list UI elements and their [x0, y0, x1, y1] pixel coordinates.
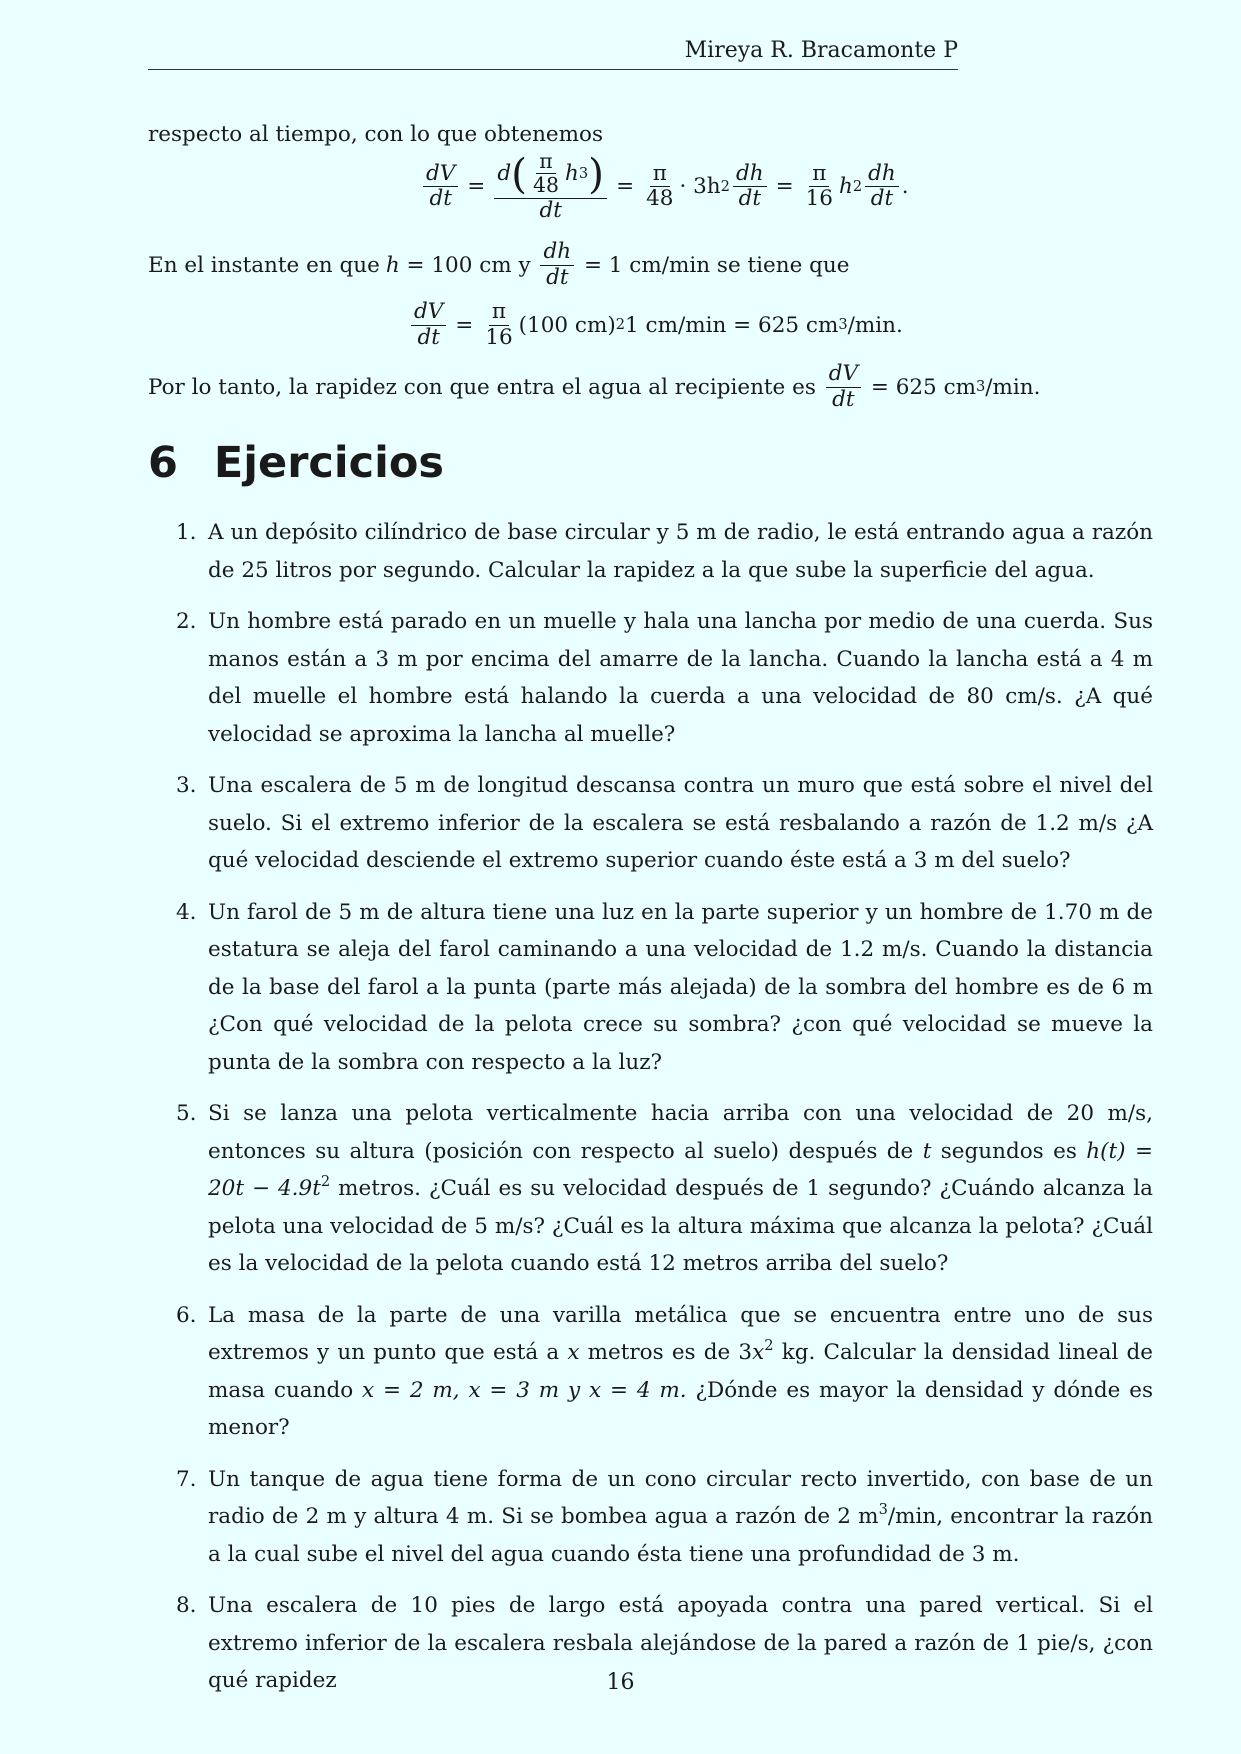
list-item: 6. La masa de la parte de una varilla metálica que se encuentra entre uno de sus extremos y un punto que está a x metros es de $3x^2$ kg. Calcular la densidad lineal de masa cuando x = 2 m, x = 3 m y x = 4 m. ¿Dónde es mayor la densidad y dónde es menor? [176, 1302, 1154, 1440]
page-number: 16 [606, 1670, 635, 1695]
section-number: 6 [148, 438, 178, 488]
list-item: 7. Un tanque de agua tiene forma de un cono circular recto invertido, con base de un radio de 2 m y altura 4 m. Si se bombea agua a razón de 2 $m^3/\min$, encontrar la razón a la cual sube el nivel del agua cuando ésta tiene una profundidad de 3 m. [176, 1466, 1154, 1567]
list-item: 8. Una escalera de 10 pies de largo está apoyada contra una pared vertical. Si el extremo inferior de la escalera resbala alejándose de la pared a razón de 1 pie/s, ¿con qué rapidez [176, 1593, 1153, 1693]
conclusion-line: Por lo tanto, la rapidez con que entra el agua al recipiente es $\frac{dV}{dt}$ = 625 cm 3 /min. [148, 361, 1041, 412]
equation-volume-derivative: $\frac{dV}{dt}$ = d ( $\frac{\pi}{48}$ h 3 ) dt = $\frac{\pi}{48}$ · 3h 2 $\frac{dh}{dt}$ = $\frac{\pi}{16}$ h 2 $\frac{dh}{dt}$ . [420, 150, 909, 224]
list-item: 2. Un hombre está parado en un muelle y hala una lancha por medio de una cuerda. Sus manos están a 3 m por encima del amarre de la lancha. Cuando la lancha está a 4 m del muelle el hombre está halando la cuerda a una velocidad de 80 cm/s. ¿A qué velocidad se aproxima la lancha al muelle? [176, 609, 1153, 747]
list-item: 3. Una escalera de 5 m de longitud descansa contra un muro que está sobre el nivel del suelo. Si el extremo inferior de la escalera se está resbalando a razón de 1.2 m/s ¿A qué velocidad desciende el extremo superior cuando éste está a 3 m del suelo? [176, 773, 1153, 873]
section-heading [148, 438, 444, 488]
instant-line: En el instante en que h = 100 cm y $\frac{dh}{dt}$ = 1 cm/min se tiene que [148, 239, 850, 290]
exercise-list [148, 514, 1153, 1700]
equation-rate-value: $\frac{dV}{dt}$ = $\frac{\pi}{16}$ (100 cm) 2 1 cm/min = 625 cm 3 /min. [408, 300, 903, 350]
section-title: Ejercicios [213, 438, 444, 488]
running-header [148, 38, 958, 70]
header-author: Mireya R. Bracamonte P [684, 38, 958, 63]
list-item: 4. Un farol de 5 m de altura tiene una luz en la parte superior y un hombre de 1.70 m de estatura se aleja del farol caminando a una velocidad de 1.2 m/s. Cuando la distancia de la base del farol a la punta (parte más alejada) de la sombra del hombre es de 6 m ¿Con qué velocidad de la pelota crece su sombra? ¿con qué velocidad se mueve la punta de la sombra con respecto a la luz? [176, 899, 1153, 1075]
fraction-dV-dt: $\frac{dV}{dt}$ [423, 162, 458, 212]
list-item: 1. A un depósito cilíndrico de base circular y 5 m de radio, le está entrando agua a razón de 25 litros por segundo. Calcular la rapidez a la que sube la superficie del agua. [176, 520, 1153, 583]
list-item: 5. Si se lanza una pelota verticalmente hacia arriba con una velocidad de 20 m/s, entonces su altura (posición con respecto al suelo) después de t segundos es $h(t) = 20t - 4.9t^2$ metros. ¿Cuál es su velocidad después de 1 segundo? ¿Cuándo alcanza la pelota una velocidad de 5 m/s? ¿Cuál es la altura máxima que alcanza la pelota? ¿Cuál es la velocidad de la pelota cuando está 12 metros arriba del suelo? [176, 1101, 1153, 1276]
fraction-d-volume: d ( $\frac{\pi}{48}$ h 3 ) dt [494, 150, 607, 224]
intro-line: respecto al tiempo, con lo que obtenemos [148, 122, 604, 147]
